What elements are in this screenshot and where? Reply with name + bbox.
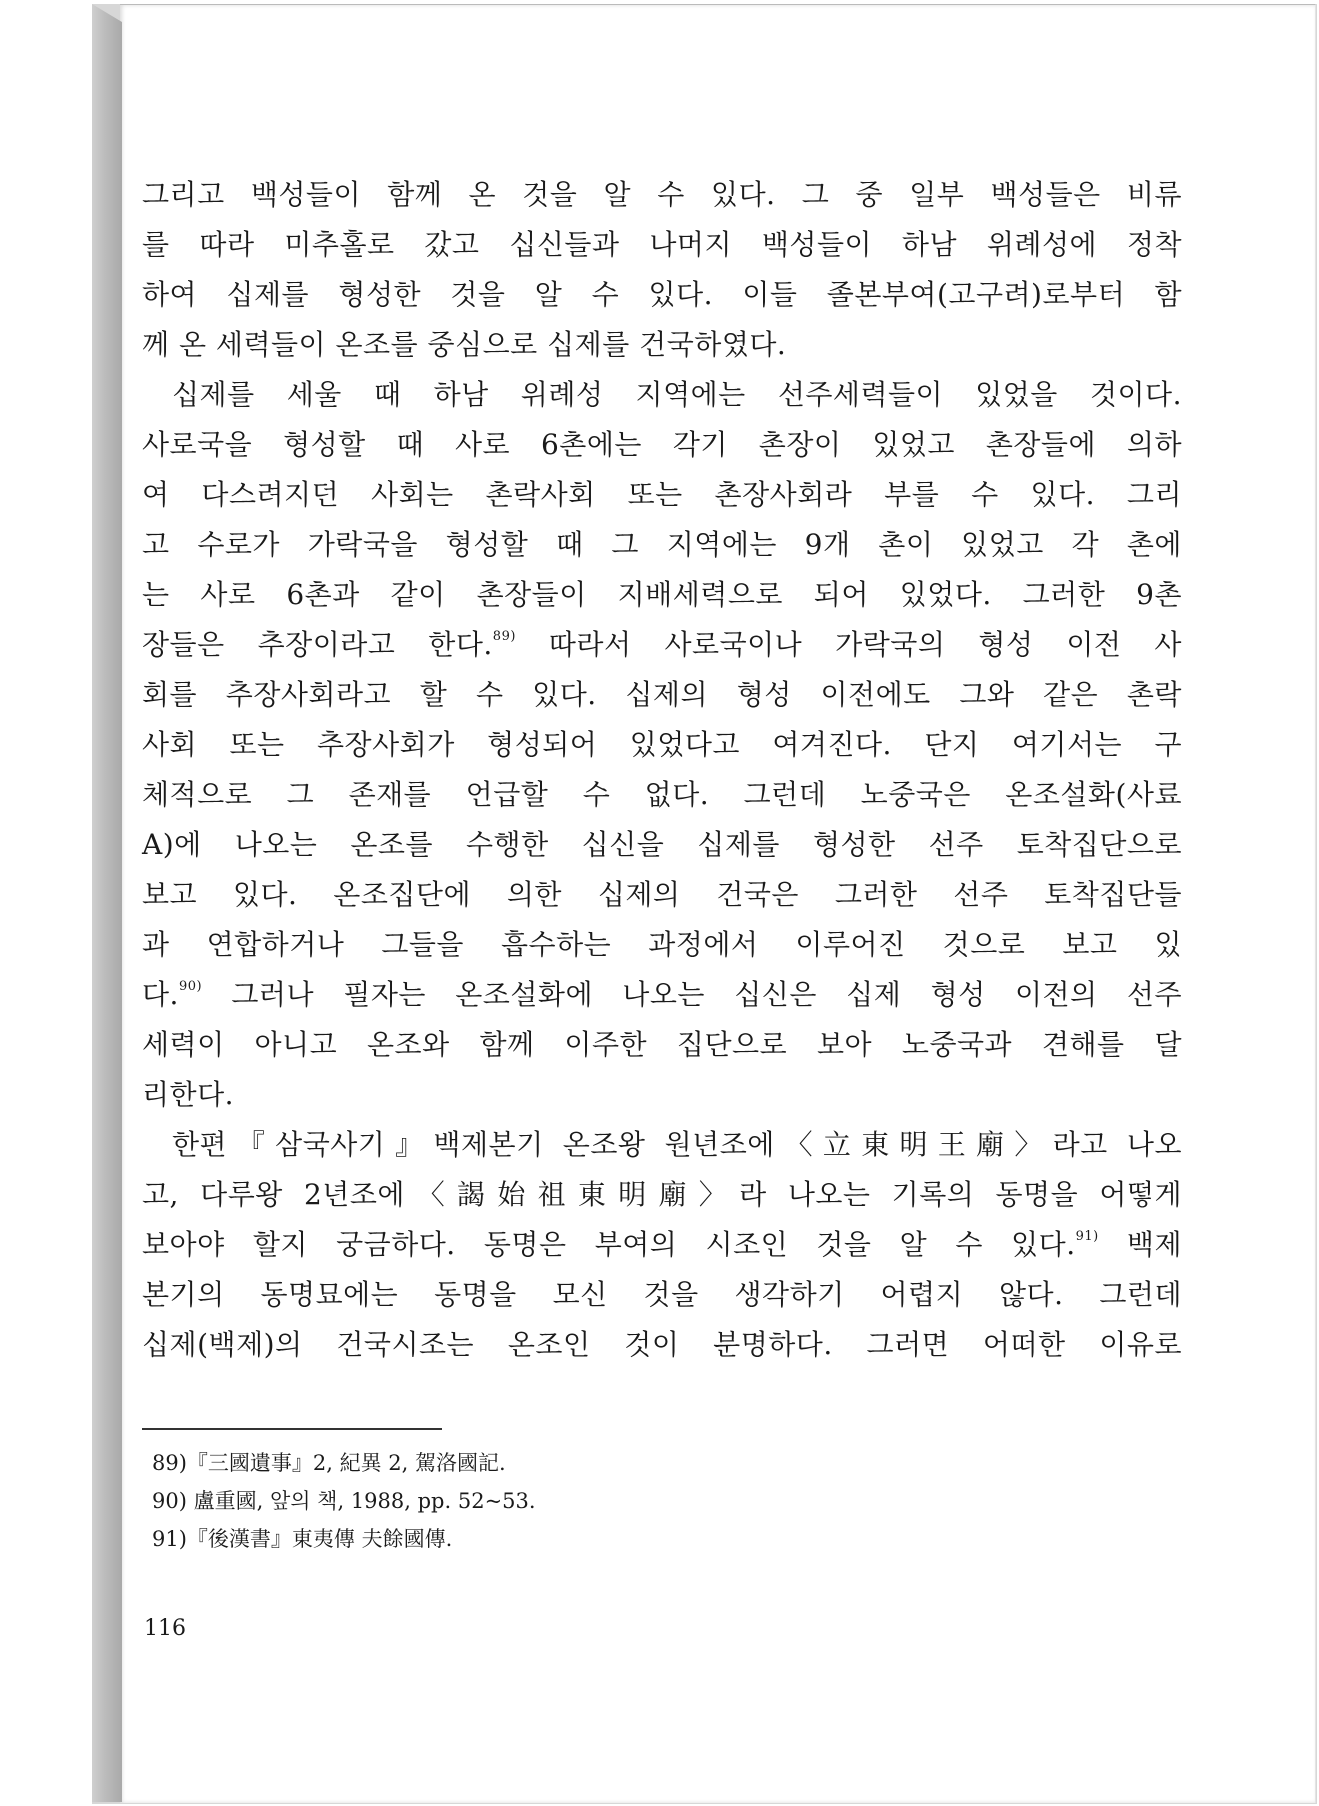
footnote-ref-90[interactable]: 90) [178, 978, 203, 994]
text-segment: 장들은 추장이라고 한다. [142, 628, 493, 661]
text-line: 리한다. [142, 1078, 235, 1111]
text-line: 고, 다루왕 2년조에〈謁始祖東明廟〉라 나오는 기록의 동명을 어떻게 [142, 1178, 1182, 1211]
text-line-with-footnote [142, 620, 1182, 670]
text-line: 사회 또는 추장사회가 형성되어 있었다고 여겨진다. 단지 여기서는 구 [142, 728, 1182, 761]
text-segment: 다. [142, 978, 179, 1011]
footnote-ref-89[interactable]: 89) [492, 628, 516, 644]
footnote-ref-91[interactable]: 91) [1075, 1228, 1099, 1244]
page-number: 116 [144, 1616, 186, 1641]
text-line: 그리고 백성들이 함께 온 것을 알 수 있다. 그 중 일부 백성들은 비류 [142, 178, 1182, 211]
footnote-divider [142, 1428, 442, 1430]
paragraph-3 [142, 1120, 1182, 1370]
footnote-91: 91)『後漢書』東夷傳 夫餘國傳. [152, 1527, 453, 1551]
text-line: 는 사로 6촌과 같이 촌장들이 지배세력으로 되어 있었다. 그러한 9촌 [142, 578, 1182, 611]
text-line: 를 따라 미추홀로 갔고 십신들과 나머지 백성들이 하남 위례성에 정착 [142, 228, 1182, 261]
text-segment: 그러나 필자는 온조설화에 나오는 십신은 십제 형성 이전의 선주 [202, 978, 1182, 1011]
footnote-90: 90) 盧重國, 앞의 책, 1988, pp. 52~53. [152, 1489, 536, 1513]
text-line: 고 수로가 가락국을 형성할 때 그 지역에는 9개 촌이 있었고 각 촌에 [142, 528, 1182, 561]
text-segment: 따라서 사로국이나 가락국의 형성 이전 사 [515, 628, 1182, 661]
text-line: 세력이 아니고 온조와 함께 이주한 집단으로 보아 노중국과 견해를 달 [142, 1028, 1182, 1061]
text-segment: 백제 [1098, 1228, 1182, 1261]
body-text [142, 170, 1182, 1370]
text-line: A)에 나오는 온조를 수행한 십신을 십제를 형성한 선주 토착집단으로 [142, 828, 1182, 861]
text-line: 본기의 동명묘에는 동명을 모신 것을 생각하기 어렵지 않다. 그런데 [142, 1278, 1182, 1311]
text-line-with-footnote [142, 970, 1182, 1020]
text-line: 보고 있다. 온조집단에 의한 십제의 건국은 그러한 선주 토착집단들 [142, 878, 1182, 911]
text-line: 회를 추장사회라고 할 수 있다. 십제의 형성 이전에도 그와 같은 촌락 [142, 678, 1182, 711]
page-edge [92, 4, 122, 1802]
footnotes [152, 1444, 1052, 1558]
text-line-with-footnote [142, 1220, 1182, 1270]
text-line: 과 연합하거나 그들을 흡수하는 과정에서 이루어진 것으로 보고 있 [142, 928, 1182, 961]
footnote-89: 89)『三國遺事』2, 紀異 2, 駕洛國記. [152, 1451, 506, 1475]
text-line: 하여 십제를 형성한 것을 알 수 있다. 이들 졸본부여(고구려)로부터 함 [142, 278, 1182, 311]
text-line: 한편『삼국사기』백제본기 온조왕 원년조에〈立東明王廟〉라고 나오 [172, 1128, 1182, 1161]
text-line: 체적으로 그 존재를 언급할 수 없다. 그런데 노중국은 온조설화(사료 [142, 778, 1182, 811]
text-line: 사로국을 형성할 때 사로 6촌에는 각기 촌장이 있었고 촌장들에 의하 [142, 428, 1182, 461]
text-line: 께 온 세력들이 온조를 중심으로 십제를 건국하였다. [142, 328, 787, 361]
paragraph-1 [142, 170, 1182, 370]
text-segment: 보아야 할지 궁금하다. 동명은 부여의 시조인 것을 알 수 있다. [142, 1228, 1076, 1261]
text-line: 십제를 세울 때 하남 위례성 지역에는 선주세력들이 있었을 것이다. [172, 378, 1182, 411]
text-line: 십제(백제)의 건국시조는 온조인 것이 분명하다. 그러면 어떠한 이유로 [142, 1328, 1182, 1361]
text-line: 여 다스려지던 사회는 촌락사회 또는 촌장사회라 부를 수 있다. 그리 [142, 478, 1182, 511]
paragraph-2 [142, 370, 1182, 1120]
